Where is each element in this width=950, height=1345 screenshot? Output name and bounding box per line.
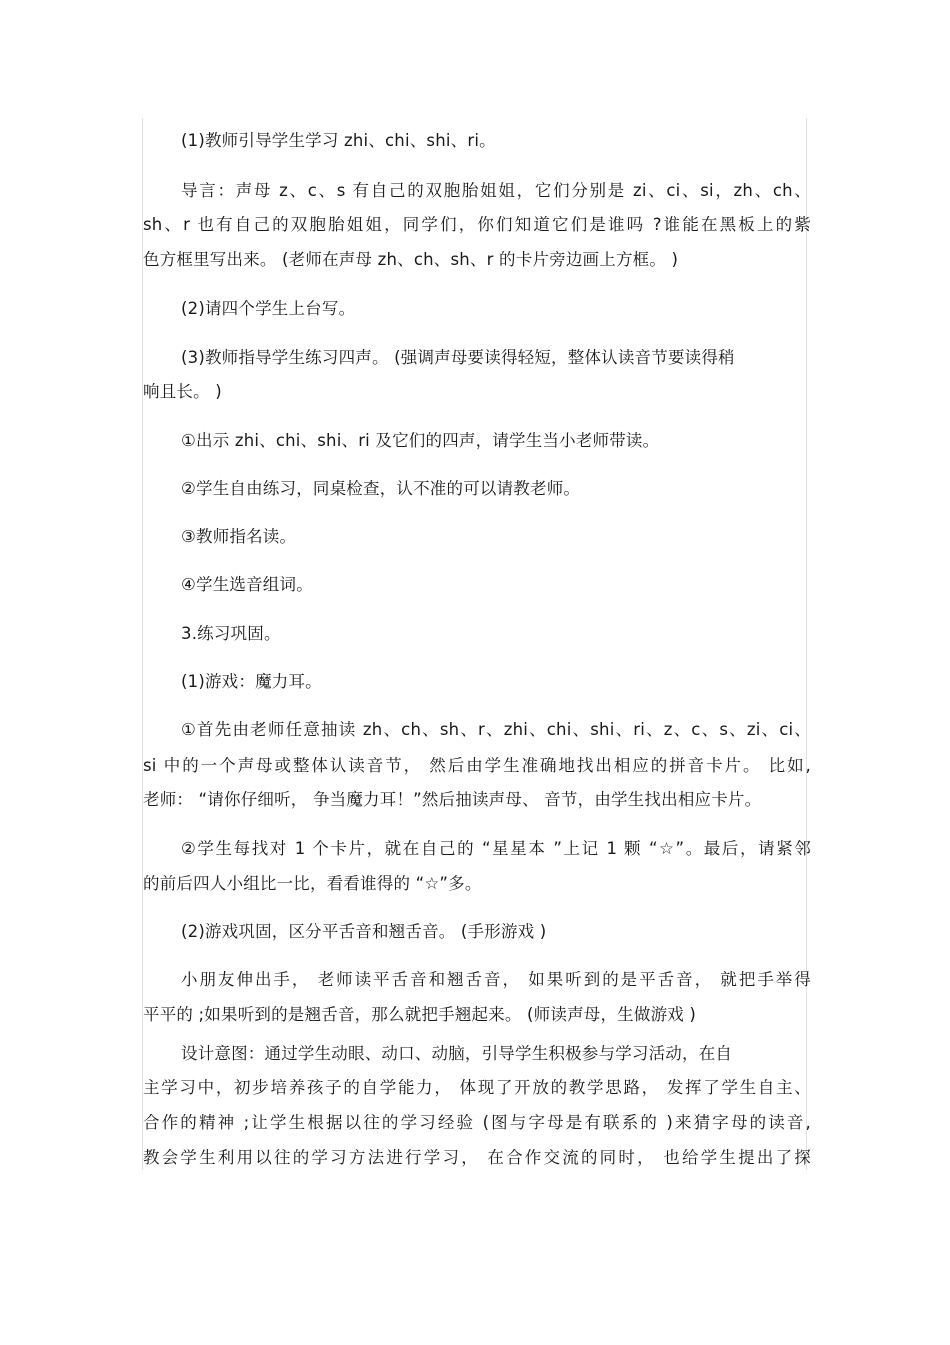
game-1-paragraph-line: 老师： “请你仔细听， 争当魔力耳！”然后抽读声母、 音节，由学生找出相应卡片。: [143, 790, 762, 809]
list-item: ②学生自由练习，同桌检查，认不准的可以请教老师。: [181, 479, 581, 498]
list-item: ①出示 zhi、chi、shi、ri 及它们的四声，请学生当小老师带读。: [181, 431, 660, 450]
section-heading: 3.练习巩固。: [181, 624, 281, 643]
game-1-paragraph-line: ①首先由老师任意抽读 zh、ch、sh、r、zhi、chi、shi、ri、z、c、s、zi、ci、: [181, 720, 811, 739]
design-intent-line: 主学习中，初步培养孩子的自学能力， 体现了开放的教学思路， 发挥了学生自主、: [143, 1078, 811, 1097]
design-intent-line: 教会学生利用以往的学习方法进行学习， 在合作交流的同时， 也给学生提出了探: [143, 1148, 811, 1167]
list-item: ④学生选音组词。: [181, 575, 313, 594]
game-1-scoring-line: ②学生每找对 1 个卡片，就在自己的 “星星本 ”上记 1 颗 “☆”。最后，请紧邻: [181, 839, 811, 858]
step-2-heading: (2)请四个学生上台写。: [181, 299, 356, 318]
design-intent-line: 设计意图：通过学生动眼、动口、动脑，引导学生积极参与学习活动，在自: [181, 1044, 733, 1063]
intro-paragraph-line: sh、r 也有自己的双胞胎姐姐，同学们，你们知道它们是谁吗 ?谁能在黑板上的紫: [143, 215, 811, 234]
game-1-heading: (1)游戏：魔力耳。: [181, 672, 322, 691]
step-1-heading: (1)教师引导学生学习 zhi、chi、shi、ri。: [181, 131, 496, 150]
game-1-paragraph-line: si 中的一个声母或整体认读音节， 然后由学生准确地找出相应的拼音卡片。 比如,: [143, 756, 811, 775]
list-item: ③教师指名读。: [181, 527, 297, 546]
game-2-paragraph-line: 小朋友伸出手， 老师读平舌音和翘舌音， 如果听到的是平舌音， 就把手举得: [181, 970, 811, 989]
step-3-line: (3)教师指导学生练习四声。 (强调声母要读得轻短，整体认读音节要读得稍: [181, 348, 735, 367]
game-1-scoring-line: 的前后四人小组比一比，看看谁得的 “☆”多。: [143, 874, 482, 893]
game-2-paragraph-line: 平平的 ;如果听到的是翘舌音，那么就把手翘起来。 (师读声母，生做游戏 ): [143, 1005, 697, 1024]
step-3-line: 响且长。 ): [143, 382, 222, 401]
design-intent-line: 合作的精神 ;让学生根据以往的学习经验 (图与字母是有联系的 )来猜字母的读音,: [143, 1113, 811, 1132]
game-2-heading: (2)游戏巩固，区分平舌音和翘舌音。 (手形游戏 ): [181, 922, 547, 941]
intro-paragraph-line: 导言：声母 z、c、s 有自己的双胞胎姐姐，它们分别是 zi、ci、si，zh、ch、: [181, 181, 811, 200]
intro-paragraph-line: 色方框里写出来。 (老师在声母 zh、ch、sh、r 的卡片旁边画上方框。 ): [143, 250, 679, 269]
